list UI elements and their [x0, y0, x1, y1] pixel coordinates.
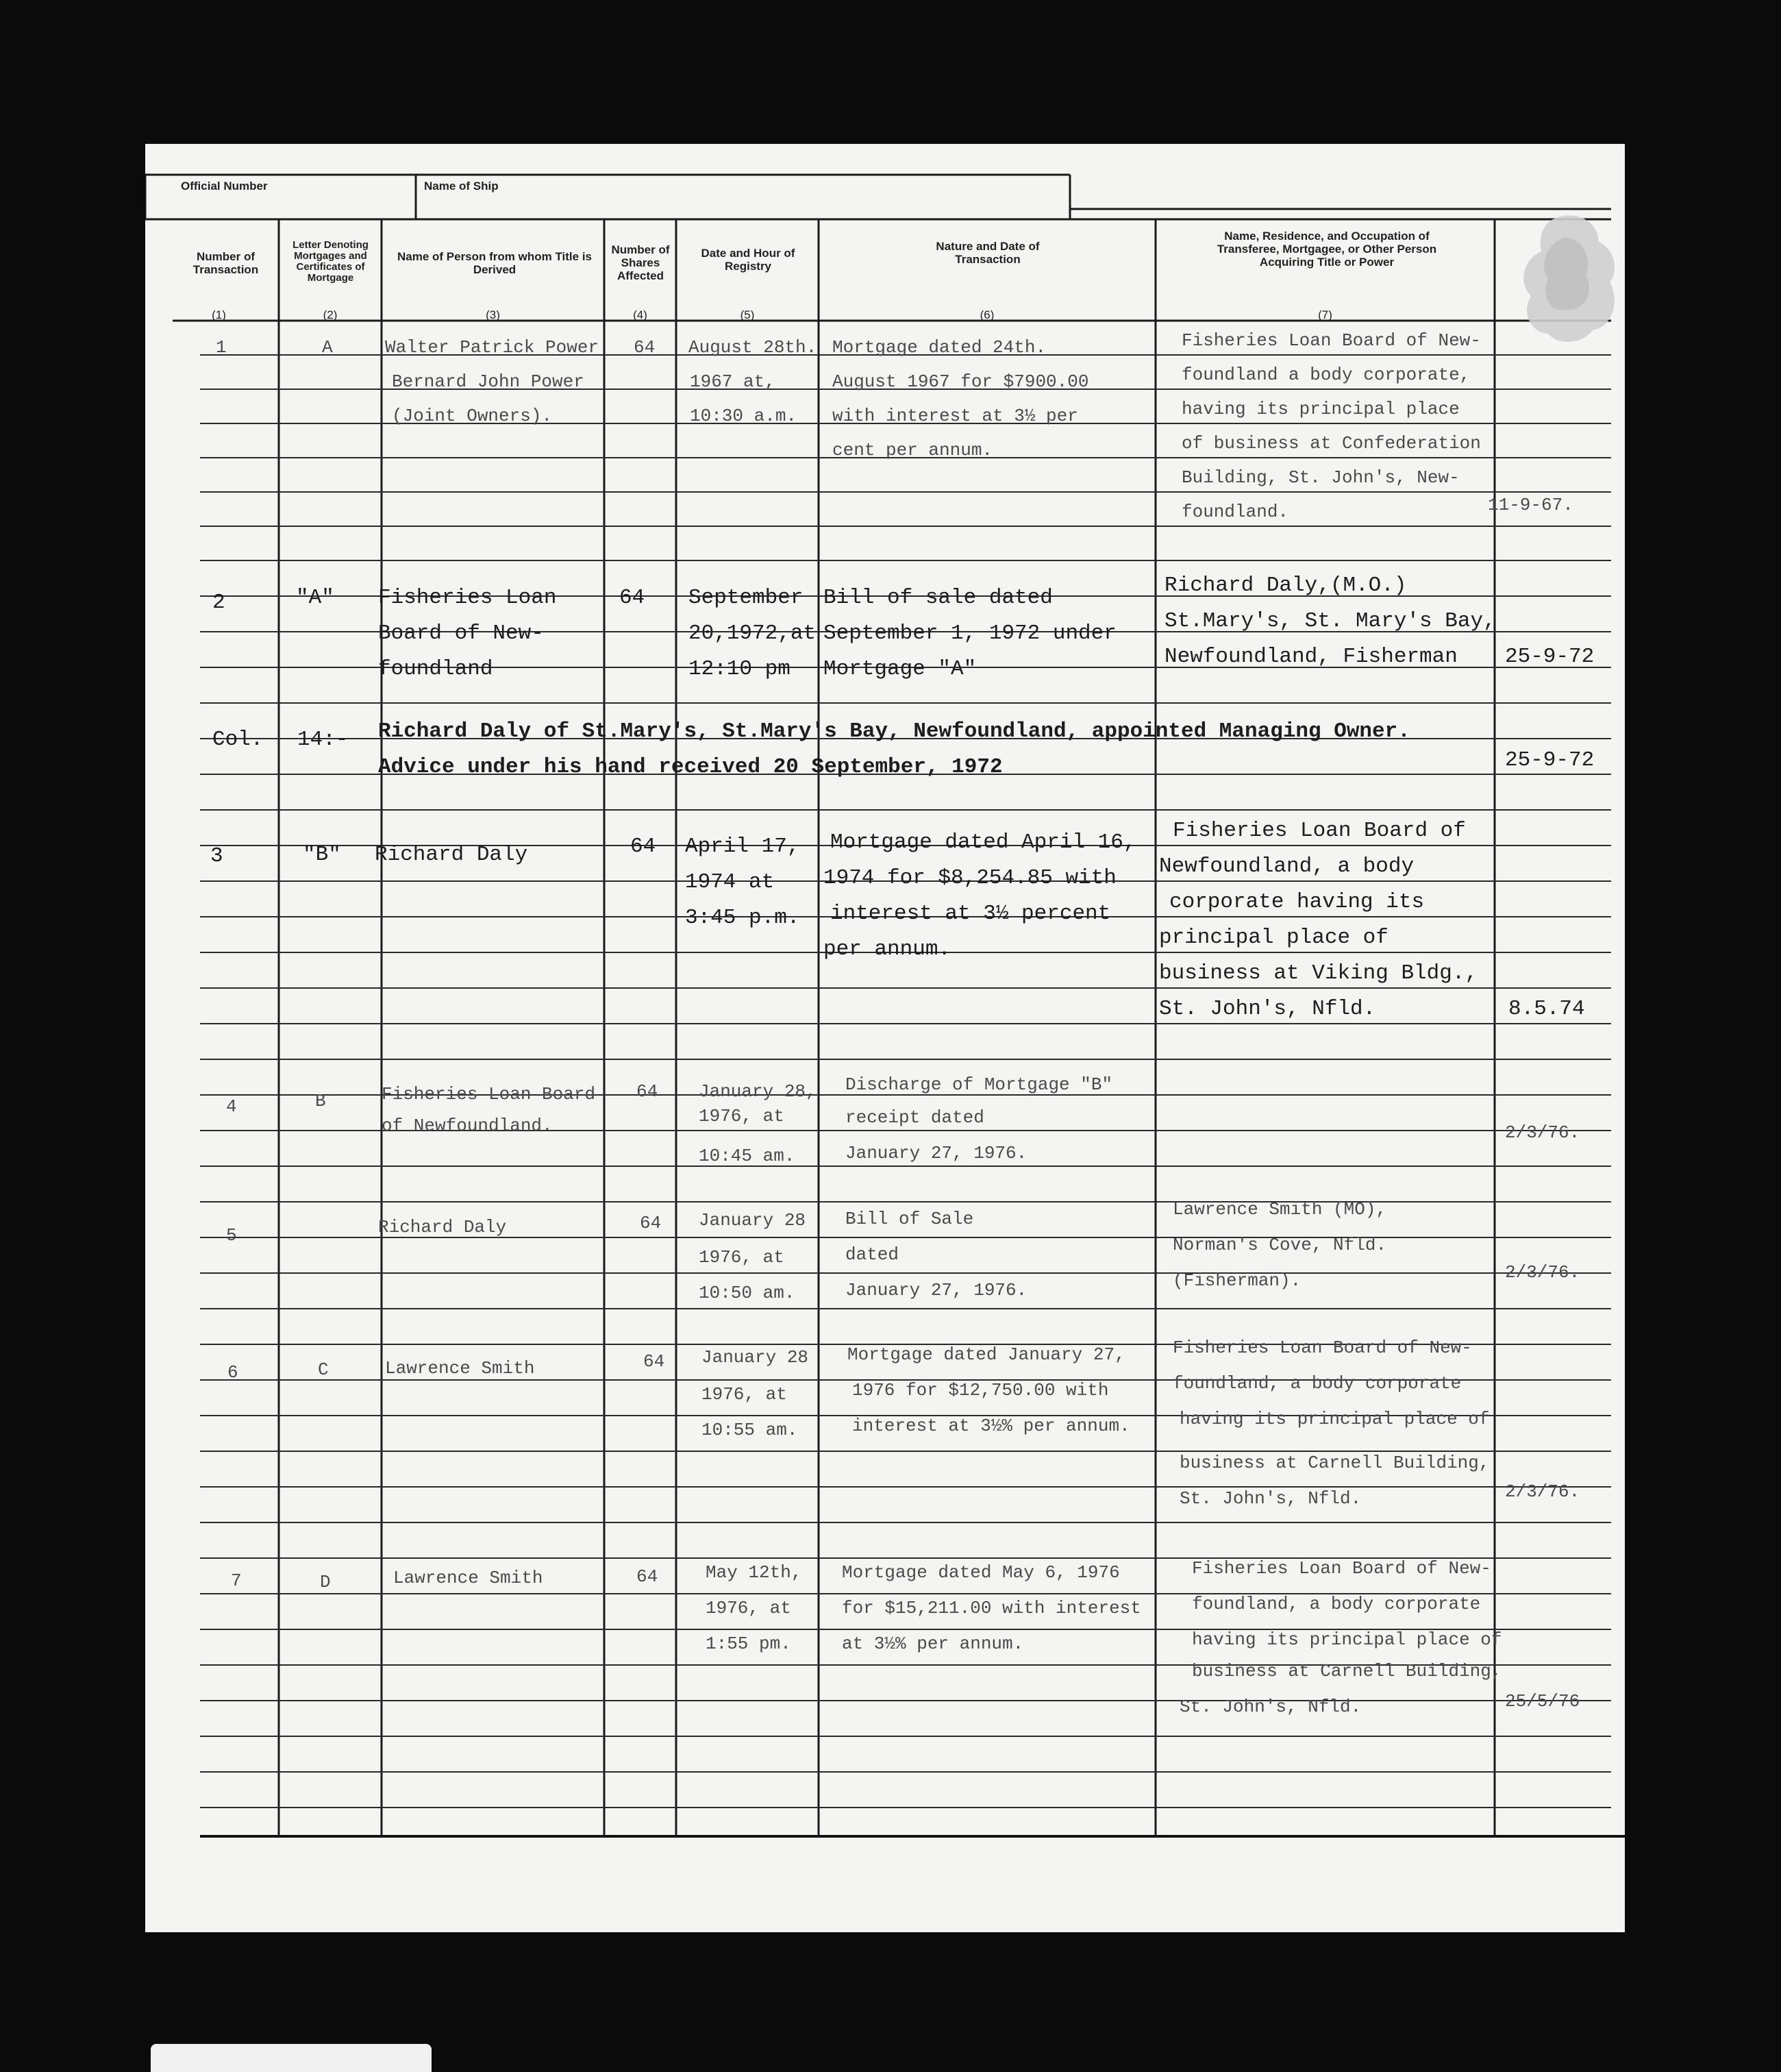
- registry-date-line: September: [688, 586, 804, 610]
- column-number: (2): [323, 308, 338, 321]
- transferee-line: Newfoundland, Fisherman: [1164, 645, 1458, 669]
- nature-line: 1974 for $8,254.85 with: [823, 866, 1117, 890]
- registry-date-line: 10:55 am.: [701, 1420, 798, 1440]
- nature-line: dated: [845, 1244, 899, 1265]
- ship-name-label: Name of Ship: [424, 180, 499, 193]
- nature-line: 1976 for $12,750.00 with: [852, 1380, 1109, 1401]
- transferee-line: Fisheries Loan Board of New-: [1192, 1558, 1491, 1579]
- registrar-initial-date: 25-9-72: [1505, 645, 1595, 669]
- title-from-line: Richard Daly: [375, 843, 528, 867]
- nature-line: cent per annum.: [832, 440, 993, 460]
- title-from-line: Fisheries Loan Board: [382, 1084, 596, 1105]
- transferee-line: having its principal place: [1182, 399, 1460, 419]
- registry-date-line: 12:10 pm: [688, 657, 790, 681]
- registry-date-line: 1976, at: [699, 1247, 784, 1268]
- header-shares: Number of Shares Affected: [611, 243, 670, 282]
- header-date-registry: Date and Hour of Registry: [701, 247, 795, 273]
- transferee-line: St. John's, Nfld.: [1180, 1488, 1362, 1509]
- registry-date-line: January 28,: [699, 1081, 817, 1102]
- official-number-label: Official Number: [181, 180, 268, 193]
- header-nature: Nature and Date of Transaction: [936, 240, 1040, 266]
- nature-line: Mortgage dated 24th.: [832, 337, 1047, 358]
- column-reference-label: Col.: [212, 728, 264, 752]
- nature-line: with interest at 3½ per: [832, 406, 1078, 426]
- column-number: (6): [980, 308, 995, 321]
- nature-line: August 1967 for $7900.00: [832, 371, 1089, 392]
- shares-affected: 64: [636, 1081, 658, 1102]
- transferee-line: foundland, a body corporate: [1173, 1373, 1462, 1394]
- mortgage-letter: C: [318, 1359, 329, 1380]
- title-from-line: of Newfoundland.: [382, 1115, 553, 1136]
- transferee-line: Richard Daly,(M.O.): [1164, 574, 1407, 597]
- nature-line: Bill of sale dated: [823, 586, 1053, 610]
- registrar-initial-date: 11-9-67.: [1488, 495, 1573, 515]
- managing-owner-note-line: Richard Daly of St.Mary's, St.Mary's Bay, Newfoundland, appointed Managing Owner.: [378, 719, 1410, 743]
- transferee-line: business at Carnell Building,: [1192, 1661, 1502, 1681]
- nature-line: Mortgage "A": [823, 657, 977, 681]
- transferee-line: Fisheries Loan Board of New-: [1173, 1337, 1472, 1358]
- registry-date-line: 10:30 a.m.: [690, 406, 797, 426]
- transferee-line: having its principal place of: [1192, 1629, 1502, 1650]
- registry-date-line: May 12th,: [706, 1562, 802, 1583]
- transferee-line: Fisheries Loan Board of New-: [1182, 330, 1481, 351]
- registrar-initial-date: 2/3/76.: [1505, 1262, 1580, 1283]
- transferee-line: foundland, a body corporate: [1192, 1594, 1481, 1614]
- transferee-line: Fisheries Loan Board of: [1173, 819, 1466, 843]
- nature-line: Mortgage dated April 16,: [830, 830, 1136, 854]
- registry-date-line: 1976, at: [701, 1384, 787, 1405]
- transferee-line: foundland a body corporate,: [1182, 365, 1471, 385]
- nature-line: per annum.: [823, 937, 951, 961]
- title-from-line: (Joint Owners).: [392, 406, 553, 426]
- title-from-line: Lawrence Smith: [385, 1358, 535, 1379]
- transferee-line: (Fisherman).: [1173, 1270, 1302, 1291]
- nature-line: interest at 3½% per annum.: [852, 1416, 1130, 1436]
- registrar-initial-date: 2/3/76.: [1505, 1122, 1580, 1143]
- title-from-line: Board of New-: [378, 621, 544, 645]
- nature-line: Discharge of Mortgage "B": [845, 1074, 1113, 1095]
- transferee-line: business at Viking Bldg.,: [1159, 961, 1478, 985]
- transaction-number: 7: [231, 1570, 242, 1591]
- shares-affected: 64: [636, 1566, 658, 1587]
- title-from-line: Walter Patrick Power: [385, 337, 599, 358]
- transferee-line: principal place of: [1159, 926, 1388, 950]
- transferee-line: of business at Confederation: [1182, 433, 1481, 454]
- registry-date-line: 1976, at: [706, 1598, 791, 1618]
- transaction-number: 4: [226, 1096, 237, 1117]
- nature-line: Bill of Sale: [845, 1209, 974, 1229]
- mortgage-letter: "B": [303, 843, 341, 867]
- title-from-line: Lawrence Smith: [393, 1568, 543, 1588]
- shares-affected: 64: [640, 1213, 662, 1233]
- registry-date-line: 1974 at: [685, 870, 775, 894]
- transaction-number: 1: [216, 337, 227, 358]
- mortgage-letter: B: [315, 1091, 326, 1111]
- mortgage-letter: A: [322, 337, 333, 358]
- transferee-line: Newfoundland, a body: [1159, 854, 1415, 878]
- registry-date-line: 10:45 am.: [699, 1146, 795, 1166]
- column-number: (7): [1318, 308, 1332, 321]
- registry-date-line: 3:45 p.m.: [685, 906, 800, 930]
- register-page: [145, 144, 1625, 1932]
- transferee-line: business at Carnell Building,: [1180, 1453, 1490, 1473]
- transferee-line: having its principal place of: [1180, 1409, 1490, 1429]
- registry-date-line: January 28: [699, 1210, 806, 1231]
- registry-date-line: 1976, at: [699, 1106, 784, 1126]
- shares-affected: 64: [634, 337, 656, 358]
- title-from-line: Bernard John Power: [392, 371, 584, 392]
- column-number: (1): [212, 308, 226, 321]
- registrar-initial-date: 2/3/76.: [1505, 1481, 1580, 1502]
- registry-date-line: 20,1972,at: [688, 621, 817, 645]
- transferee-line: Building, St. John's, New-: [1182, 467, 1460, 488]
- shares-affected: 64: [619, 586, 645, 610]
- title-from-line: Richard Daly: [378, 1217, 507, 1237]
- column-number: (4): [633, 308, 647, 321]
- column-reference-number: 14:-: [297, 728, 349, 752]
- nature-line: at 3½% per annum.: [842, 1633, 1024, 1654]
- nature-line: Mortgage dated May 6, 1976: [842, 1562, 1120, 1583]
- shares-affected: 64: [643, 1351, 665, 1372]
- registry-date-line: 1:55 pm.: [706, 1633, 791, 1654]
- nature-line: September 1, 1972 under: [823, 621, 1117, 645]
- registrar-initial-date: 25-9-72: [1505, 748, 1595, 772]
- transaction-number: 3: [210, 844, 223, 868]
- column-number: (5): [740, 308, 755, 321]
- transferee-line: corporate having its: [1169, 890, 1425, 914]
- transaction-number: 6: [227, 1362, 238, 1383]
- title-from-line: Fisheries Loan: [378, 586, 557, 610]
- transferee-line: St. John's, Nfld.: [1159, 997, 1376, 1021]
- header-transaction-number: Number of Transaction: [192, 250, 259, 276]
- transferee-line: St. John's, Nfld.: [1180, 1697, 1362, 1717]
- transferee-line: Lawrence Smith (MO),: [1173, 1199, 1387, 1220]
- transferee-line: foundland.: [1182, 502, 1289, 522]
- registry-date-line: 1967 at,: [690, 371, 775, 392]
- header-transferee: Name, Residence, and Occupation of Transferee, Mortgagee, or Other Person Acquiring Title or Power: [1217, 230, 1437, 269]
- mortgage-letter: D: [320, 1572, 331, 1592]
- nature-line: for $15,211.00 with interest: [842, 1598, 1141, 1618]
- mortgage-letter: "A": [296, 586, 334, 610]
- nature-line: interest at 3½ percent: [830, 902, 1111, 926]
- transaction-number: 2: [212, 591, 225, 615]
- managing-owner-note-line: Advice under his hand received 20 September, 1972: [378, 755, 1003, 779]
- nature-line: January 27, 1976.: [845, 1280, 1028, 1300]
- nature-line: Mortgage dated January 27,: [847, 1344, 1125, 1365]
- nature-line: January 27, 1976.: [845, 1143, 1028, 1163]
- title-from-line: foundland: [378, 657, 493, 681]
- transaction-number: 5: [226, 1225, 237, 1246]
- transferee-line: St.Mary's, St. Mary's Bay,: [1164, 609, 1496, 633]
- ink-stain: [1517, 210, 1623, 347]
- registrar-initial-date: 25/5/76: [1505, 1691, 1580, 1712]
- registry-date-line: January 28: [701, 1347, 809, 1368]
- header-mortgage-letter: Letter Denoting Mortgages and Certificates of Mortgage: [292, 239, 369, 284]
- nature-line: receipt dated: [845, 1107, 984, 1128]
- registrar-initial-date: 8.5.74: [1508, 997, 1585, 1021]
- column-number: (3): [486, 308, 500, 321]
- film-edge-strip: [151, 2044, 432, 2072]
- registry-date-line: 10:50 am.: [699, 1283, 795, 1303]
- registry-date-line: April 17,: [685, 835, 800, 859]
- registry-date-line: August 28th.: [688, 337, 817, 358]
- transferee-line: Norman's Cove, Nfld.: [1173, 1235, 1387, 1255]
- shares-affected: 64: [630, 835, 656, 859]
- header-title-from: Name of Person from whom Title is Derived: [397, 250, 593, 276]
